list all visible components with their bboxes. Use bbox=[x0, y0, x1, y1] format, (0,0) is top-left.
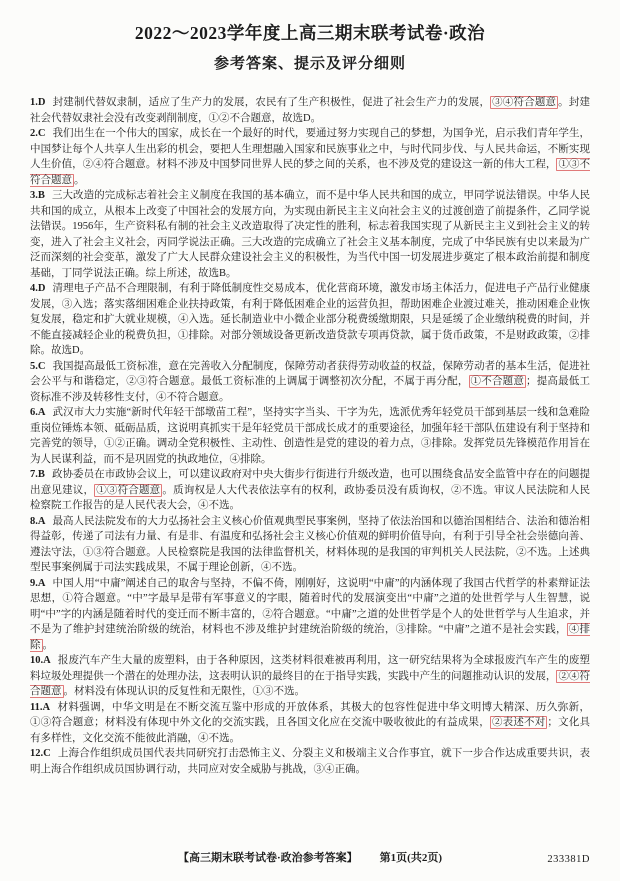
teacher-mark-highlight: ②表述不对 bbox=[491, 717, 546, 728]
answer-item bbox=[30, 514, 590, 576]
answer-item bbox=[30, 467, 590, 514]
answer-text: 。质询权是人大代表依法享有的权利，政协委员没有质询权，②不选。审议人民法院和人民检察院工作报告的是人民代表大会，④不选。 bbox=[30, 484, 591, 511]
teacher-mark-highlight: ③④符合题意 bbox=[492, 97, 557, 108]
answer-text: 上海合作组织成员国代表共同研究打击恐怖主义、分裂主义和极端主义合作事宜，就下一步合作达成重要共识，表明上海合作组织成员国协调行动，共同应对安全威胁与挑战，③④正确。 bbox=[30, 748, 590, 775]
answer-number: 6.A bbox=[30, 407, 46, 418]
answer-item bbox=[30, 700, 590, 747]
footer-page-info: 第1页(共2页) bbox=[379, 852, 442, 864]
answer-text: 最高人民法院发布的大力弘扬社会主义核心价值观典型民事案例，坚持了依法治国和以德治国相结合、法治和德治相得益彰，传递了司法有力量、有是非、有温度和弘扬社会主义核心价值观的鲜明价值导向，有利于引导全社会崇德向善、遵法守法，①③符合题意。人民检察院是我国的法律监督机关，材料体现的是我国的审判机关人民法院，②不选。上述典型民事案例属于司法实践成果，不属于理论创新，④不选。 bbox=[30, 515, 590, 573]
answer-number: 3.B bbox=[30, 190, 45, 201]
answer-number: 8.A bbox=[30, 515, 46, 527]
answer-text: ；提高最低工资标准不涉及转移性支付，④不符合题意。 bbox=[30, 376, 591, 403]
answer-item bbox=[30, 281, 590, 359]
answer-text: 封建制代替奴隶制，适应了生产力的发展，农民有了生产积极性，促进了社会生产力的发展， bbox=[52, 97, 491, 108]
answer-item bbox=[30, 188, 590, 281]
answer-number: 10.A bbox=[30, 655, 51, 666]
answer-number: 4.D bbox=[30, 283, 46, 294]
answer-text: 。材料没有体现认识的反复性和无限性，①③不选。 bbox=[63, 686, 305, 697]
answer-text: 政协委员在市政协会议上，可以建议政府对中央大街步行街进行升级改造，也可以围绕食品安全监管中存在的问题提出意见建议， bbox=[30, 469, 590, 496]
answer-text: 报废汽车产生大量的废塑料，由于各种原因，这类材料很难被再利用，这一研究结果将为全球报废汽车产生的废塑料垃圾处理提供一个潜在的处理办法，这表明认识的最终目的在于指导实践，实践中产生的问题推动认识的发展， bbox=[30, 655, 590, 682]
answer-item bbox=[30, 95, 590, 126]
page-subtitle: 参考答案、提示及评分细则 bbox=[213, 56, 406, 72]
answer-text: 三大改造的完成标志着社会主义制度在我国的基本确立，而不是中华人民共和国的成立，甲同学说法错误。中华人民共和国的成立，从根本上改变了中国社会的发展方向，为实现由新民主主义向社会主义的过渡创造了前提条件，乙同学说法错误。1956年，生产资料私有制的社会主义改造取得了决定性的胜利，标志着我国实现了从新民主主义到社会主义的转变，进入了社会主义社会，丙同学说法正确。三大改造的完成确立了社会主义基本制度，完成了中华民族有史以来最为广泛而深刻的社会变革，激发了广大人民群众建设社会主义的积极性，为当代中国一切发展进步奠定了根本政治前提和制度基础，丁同学说法正确。综上所述，故选B。 bbox=[30, 190, 590, 279]
answer-text: 武汉市大力实施“新时代年轻干部墩苗工程”，坚持实字当头、干字为先，选派优秀年轻党员干部到基层一线和急难险重岗位锤炼本领、砥砺品质，这说明真抓实干是年轻党员干部成长成才的重要途径，加强年轻干部队伍建设有利于坚持和完善党的领导，①②正确。调动全党积极性、主动性、创造性是党的建设的着力点，③排除。发挥党员先锋模范作用旨在为人民谋利益，而不是巩固党的执政地位，④排除。 bbox=[30, 407, 590, 465]
teacher-mark-highlight: ①③不符合题意 bbox=[30, 159, 591, 186]
answer-text: 材料强调，中华文明是在不断交流互鉴中形成的开放体系，其极大的包容性促进中华文明博大精深、历久弥新，①③符合题意；材料没有体现中外文化的交流实践，且各国文化应在交流中吸收彼此的有益成果， bbox=[30, 701, 590, 728]
footer bbox=[30, 849, 590, 865]
answer-text: 我们出生在一个伟大的国家，成长在一个最好的时代，要通过努力实现自己的梦想，为国争光，启示我们青年学生，中国梦让每个人共享人生出彩的机会，要把人生理想融入国家和民族事业之中，与时代同步伐、与人民共命运，不断实现人生价值，②④符合题意。材料不涉及中国梦同世界人民的梦之间的关系，也不涉及党的建设这一新的伟大工程， bbox=[30, 128, 590, 170]
answer-text: 。 bbox=[42, 639, 53, 651]
page-title: 2022～2023学年度上高三期末联考试卷·政治 bbox=[134, 23, 486, 43]
answer-item bbox=[30, 126, 590, 188]
answer-item bbox=[30, 405, 590, 467]
footer-code: 233381D bbox=[547, 854, 590, 865]
answer-number: 11.A bbox=[30, 701, 51, 713]
answer-item bbox=[30, 359, 590, 406]
answer-item bbox=[30, 576, 590, 654]
answer-text: 中国人用“中庸”阐述自己的取舍与坚持，不偏不倚，刚刚好，这说明“中庸”的内涵体现了我国古代哲学的朴素辩证法思想，①符合题意。“中”字最早是带有军事意义的字眼，随着时代的发展演变出“中庸”之道的处世哲学与人生智慧，说明“中”字的内涵是随着时代的变迁而不断丰富的，②符合题意。“中庸”之道的处世哲学是个人的处世哲学与人生追求，并不是为了维护封建统治阶级的统治，材料也不涉及维护封建统治阶级的统治，③排除。“中庸”之道不是社会实践， bbox=[30, 577, 590, 635]
answer-text: 清理电子产品不合理限制，有利于降低制度性交易成本，优化营商环境，激发市场主体活力，促进电子产品行业健康发展，③入选；落实落细困难企业扶持政策，有利于降低困难企业的运营负担，帮助困难企业渡过难关，推动困难企业恢复发展，稳定和扩大就业规模，④入选。延长制造业中小微企业部分税费缓缴期限，只是延缓了企业缴纳税费的时间，并不能直接减轻企业的税费负担，①排除。对部分领域设备更新改造贷款专项再贷款，属于货币政策，不是财政政策，②排除。故选D。 bbox=[30, 283, 590, 356]
teacher-mark-highlight: ①不合题意 bbox=[470, 376, 525, 387]
answer-text: ；文化具有多样性，文化交流不能彼此消融，④不选。 bbox=[30, 717, 591, 744]
teacher-mark-highlight: ①③符合题意 bbox=[96, 484, 161, 496]
answer-text: 。封建社会代替奴隶社会没有改变剥削制度，①②不合题意，故选D。 bbox=[30, 97, 591, 124]
answer-number: 12.C bbox=[30, 748, 51, 759]
answer-number: 7.B bbox=[30, 469, 45, 480]
answer-text: 。 bbox=[74, 174, 85, 186]
answer-number: 1.D bbox=[30, 97, 46, 108]
teacher-mark-highlight: ④排除 bbox=[30, 624, 591, 651]
answer-number: 2.C bbox=[30, 128, 46, 139]
answer-number: 5.C bbox=[30, 360, 46, 372]
answer-list bbox=[30, 95, 590, 777]
answer-item bbox=[30, 653, 590, 700]
answer-item bbox=[30, 746, 590, 777]
answer-number: 9.A bbox=[30, 577, 46, 589]
teacher-mark-highlight: ②④符合题意 bbox=[30, 670, 591, 697]
footer-title: 【高三期末联考试卷·政治参考答案】 bbox=[178, 852, 358, 864]
answer-text: 我国提高最低工资标准，意在完善收入分配制度，保障劳动者获得劳动收益的权益，保障劳动者的基本生活，促进社会公平与和谐稳定，②③符合题意。最低工资标准的上调属于调整初次分配，不属于再分配， bbox=[30, 360, 590, 387]
